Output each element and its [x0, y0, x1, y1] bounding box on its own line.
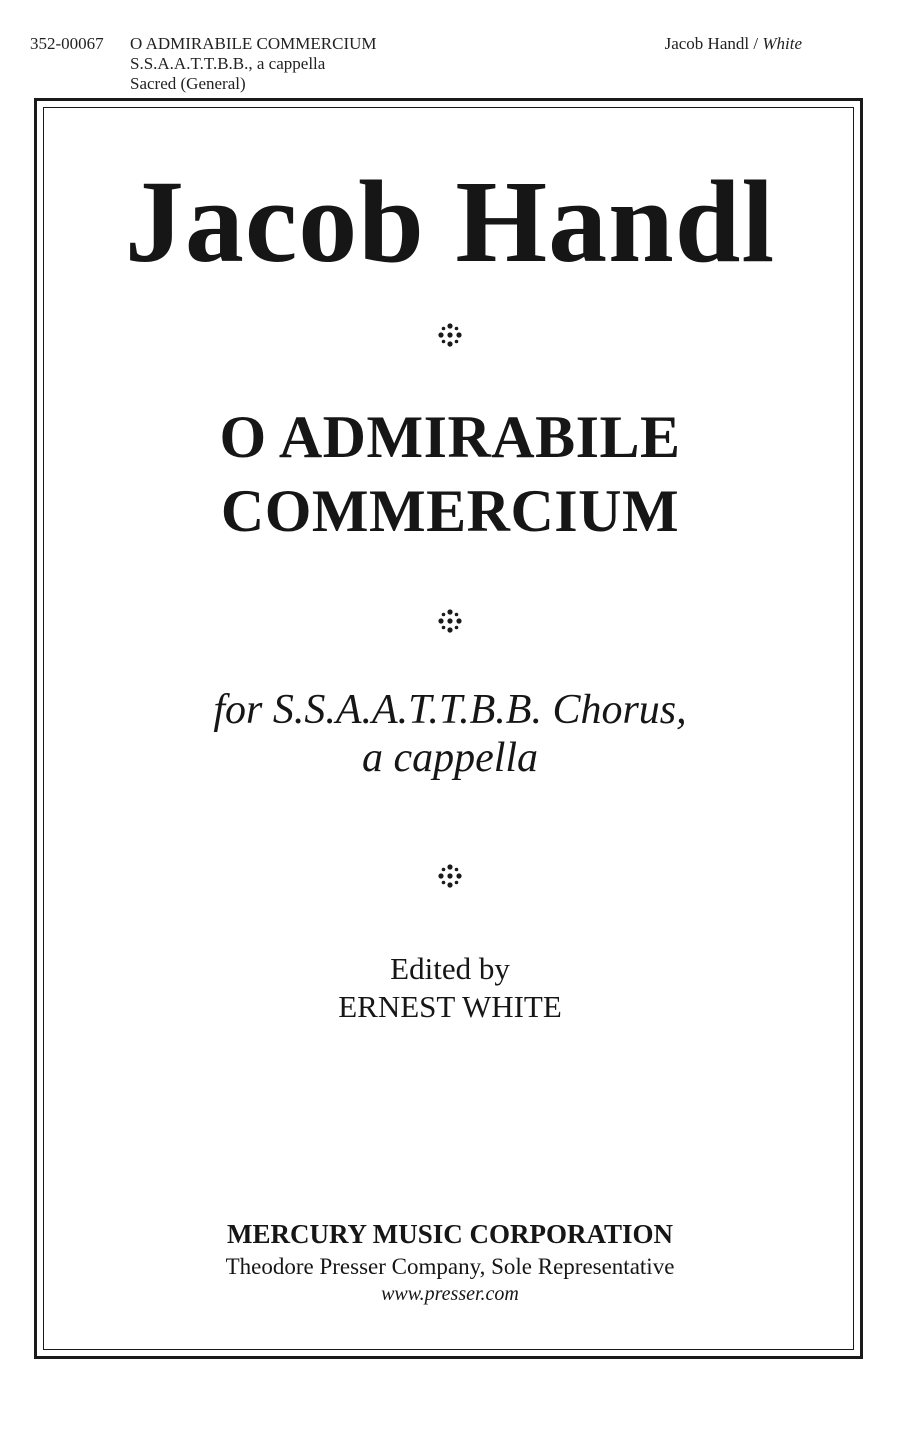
header-composer: Jacob Handl [664, 34, 750, 53]
header-category: Sacred (General) [130, 74, 246, 93]
floral-asterism-icon [435, 606, 465, 636]
voicing-line-2: a cappella [361, 735, 539, 781]
editor-credit [40, 950, 860, 1026]
header-right [665, 34, 802, 54]
header-separator: / [749, 34, 763, 53]
website-link[interactable]: www.presser.com [381, 1283, 519, 1305]
voicing-line-1: for S.S.A.A.T.T.B.B. Chorus, [213, 687, 687, 733]
representative-line: Theodore Presser Company, Sole Representative [225, 1254, 675, 1279]
title-line-2: COMMERCIUM [220, 478, 680, 544]
voicing-text [40, 686, 860, 782]
catalog-number: 352-00067 [30, 34, 104, 53]
composer-name: Jacob Handl [124, 156, 776, 287]
publisher-name: MERCURY MUSIC CORPORATION [226, 1219, 674, 1249]
header-title: O ADMIRABILE COMMERCIUM [130, 34, 377, 53]
title-line-1: O ADMIRABILE [219, 404, 681, 470]
editor-name: ERNEST WHITE [338, 989, 562, 1024]
floral-asterism-icon [435, 320, 465, 350]
header-left [30, 34, 377, 94]
header-row-catalog [30, 34, 377, 54]
piece-title [40, 400, 860, 548]
edited-by-label: Edited by [390, 951, 510, 986]
floral-asterism-icon [435, 861, 465, 891]
header-voicing: S.S.A.A.T.T.B.B., a cappella [130, 54, 326, 73]
header-editor: White [762, 34, 802, 53]
